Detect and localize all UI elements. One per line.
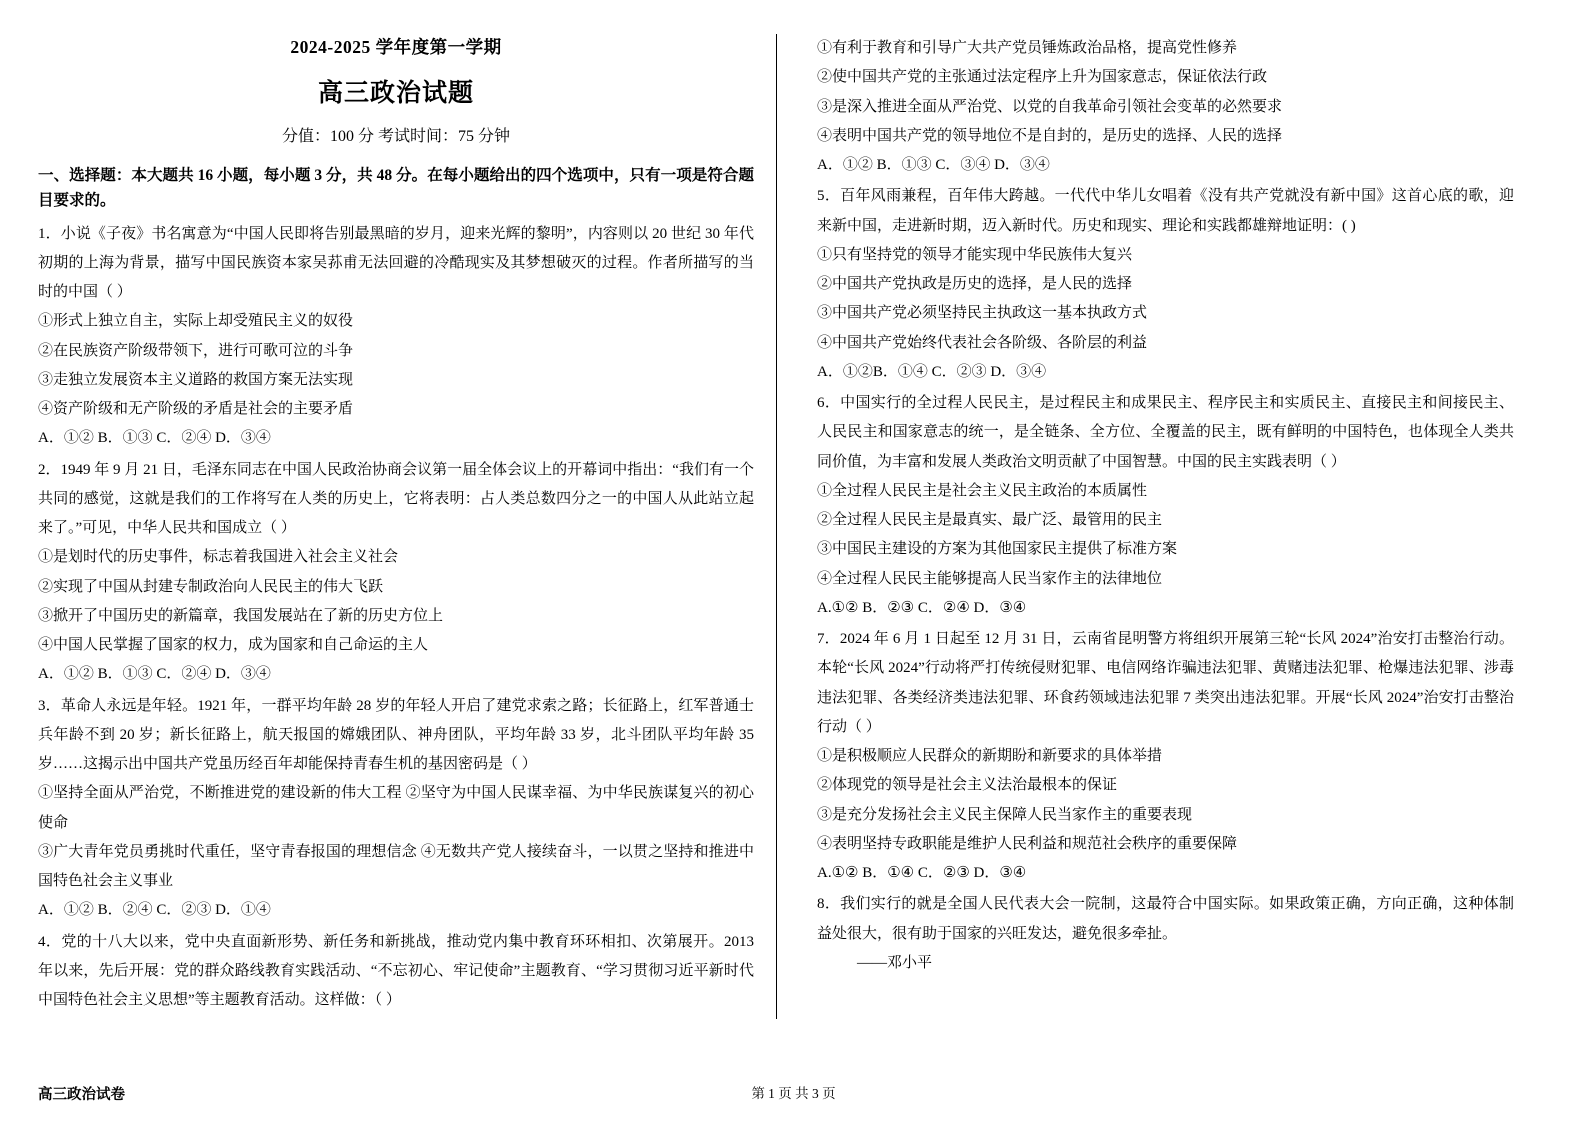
question-2-stem: 2．1949 年 9 月 21 日，毛泽东同志在中国人民政治协商会议第一届全体会议上的开幕词中指出：“我们有一个共同的感觉，这就是我们的工作将写在人类的历史上，它将表明：占人类总数四分之一的中国人从此站立起来了。”可见，中华人民共和国成立（ ）: [38, 461, 754, 537]
question-7-option-4: ④表明坚持专政职能是维护人民利益和规范社会秩序的重要保障: [817, 835, 1238, 852]
question-5-answers: A．①②B．①④ C．②③ D．③④: [817, 363, 1047, 380]
question-7-stem: 7．2024 年 6 月 1 日起至 12 月 31 日，云南省昆明警方将组织开展第三轮“长风 2024”治安打击整治行动。本轮“长风 2024”行动将严打传统侵财犯罪、电信网络诈骗违法犯罪、黄赌违法犯罪、枪爆违法犯罪、涉毒违法犯罪、各类经济类违法犯罪、环食药领域违法犯罪 7 类突出违法犯罪。开展“长风 2024”治安打击整治行动（ ）: [817, 631, 1514, 735]
question-5-option-1: ①只有坚持党的领导才能实现中华民族伟大复兴: [817, 246, 1133, 263]
section-heading: 一、选择题：本大题共 16 小题，每小题 3 分，共 48 分。在每小题给出的四个选项中，只有一项是符合题目要求的。: [38, 167, 754, 209]
question-1-option-4: ④资产阶级和无产阶级的矛盾是社会的主要矛盾: [38, 401, 354, 418]
question-1-stem: 1．小说《子夜》书名寓意为“中国人民即将告别最黑暗的岁月，迎来光辉的黎明”，内容则以 20 世纪 30 年代初期的上海为背景，描写中国民族资本家吴荪甫无法回避的冷酷现实及其梦想破灭的过程。作者所描写的当时的中国（ ）: [38, 225, 754, 301]
question-8-stem: 8．我们实行的就是全国人民代表大会一院制，这最符合中国实际。如果政策正确，方向正确，这种体制益处很大，很有助于国家的兴旺发达，避免很多牵扯。: [817, 896, 1514, 942]
question-2: [38, 456, 754, 690]
question-5-option-2: ②中国共产党执政是历史的选择，是人民的选择: [817, 276, 1133, 292]
question-5-option-3: ③中国共产党必须坚持民主执政这一基本执政方式: [817, 305, 1148, 322]
question-1-answers: A．①② B．①③ C．②④ D．③④: [38, 430, 271, 447]
question-4-option-3: ③是深入推进全面从严治党、以党的自我革命引领社会变革的必然要求: [817, 98, 1283, 115]
left-column: [38, 34, 776, 1019]
question-8-attribution: ——邓小平: [857, 954, 933, 971]
question-6-option-3: ③中国民主建设的方案为其他国家民主提供了标准方案: [817, 541, 1178, 558]
question-7-option-2: ②体现党的领导是社会主义法治最根本的保证: [817, 777, 1118, 794]
question-2-option-1: ①是划时代的历史事件，标志着我国进入社会主义社会: [38, 549, 399, 566]
document-header: [38, 34, 754, 146]
question-7: [817, 625, 1514, 888]
question-6-option-1: ①全过程人民民主是社会主义民主政治的本质属性: [817, 482, 1148, 499]
question-4-option-4: ④表明中国共产党的领导地位不是自封的，是历史的选择、人民的选择: [817, 127, 1283, 144]
question-7-option-3: ③是充分发扬社会主义民主保障人民当家作主的重要表现: [817, 806, 1193, 823]
footer-left-label: 高三政治试卷: [38, 1087, 125, 1103]
question-3: [38, 692, 754, 926]
question-2-option-2: ②实现了中国从封建专制政治向人民民主的伟大飞跃: [38, 578, 384, 595]
question-3-stem: 3．革命人永远是年轻。1921 年，一群平均年龄 28 岁的年轻人开启了建党求索之路；长征路上，红军普通士兵年龄不到 20 岁；新长征路上，航天报国的嫦娥团队、神舟团队，平均年龄 33 岁，北斗团队平均年龄 35 岁……这揭示出中国共产党虽历经百年却能保持青春生机的基因密码是（ ）: [38, 697, 754, 773]
question-1: [38, 220, 754, 454]
question-6: [817, 389, 1514, 623]
question-4: [38, 928, 754, 1016]
question-6-answers: A.①② B．②③ C．②④ D．③④: [817, 599, 1027, 616]
question-4-option-2: ②使中国共产党的主张通过法定程序上升为国家意志，保证依法行政: [817, 69, 1268, 86]
question-3-answers: A．①② B．②④ C．②③ D．①④: [38, 902, 271, 919]
right-column: [776, 34, 1514, 1019]
page-title: 高三政治试题: [317, 80, 474, 107]
question-1-option-1: ①形式上独立自主，实际上却受殖民主义的奴役: [38, 313, 354, 330]
question-3-option-line-2: ③广大青年党员勇挑时代重任，坚守青春报国的理想信念 ④无数共产党人接续奋斗，一以贯之坚持和推进中国特色社会主义事业: [38, 843, 754, 890]
question-1-option-2: ②在民族资产阶级带领下，进行可歌可泣的斗争: [38, 342, 354, 359]
question-4-continued: [817, 34, 1514, 180]
term-line: 2024-2025 学年度第一学期: [290, 37, 502, 57]
question-5: [817, 182, 1514, 387]
question-5-stem: 5．百年风雨兼程，百年伟大跨越。一代代中华儿女唱着《没有共产党就没有新中国》这首心底的歌，迎来新中国，走进新时期，迈入新时代。历史和现实、理论和实践都雄辩地证明：( ): [817, 188, 1514, 234]
two-column-body: [38, 34, 1549, 1019]
question-2-option-4: ④中国人民掌握了国家的权力，成为国家和自己命运的主人: [38, 637, 429, 654]
question-4-option-1: ①有利于教育和引导广大共产党员锤炼政治品格，提高党性修养: [817, 40, 1238, 56]
question-4-stem: 4．党的十八大以来，党中央直面新形势、新任务和新挑战，推动党内集中教育环环相扣、次第展开。2013 年以来，先后开展：党的群众路线教育实践活动、“不忘初心、牢记使命”主题教育、“学习贯彻习近平新时代中国特色社会主义思想”等主题教育活动。这样做：（ ）: [38, 933, 754, 1009]
question-7-option-1: ①是积极顺应人民群众的新期盼和新要求的具体举措: [817, 748, 1163, 764]
question-6-option-4: ④全过程人民民主能够提高人民当家作主的法律地位: [817, 570, 1163, 587]
score-time-line: 分值：100 分 考试时间：75 分钟: [281, 128, 510, 145]
question-5-option-4: ④中国共产党始终代表社会各阶级、各阶层的利益: [817, 334, 1148, 351]
question-6-option-2: ②全过程人民民主是最真实、最广泛、最管用的民主: [817, 512, 1163, 528]
question-2-answers: A．①② B．①③ C．②④ D．③④: [38, 666, 271, 683]
question-1-option-3: ③走独立发展资本主义道路的救国方案无法实现: [38, 371, 354, 388]
footer-page-number: 第 1 页 共 3 页: [751, 1086, 836, 1101]
question-6-stem: 6．中国实行的全过程人民民主，是过程民主和成果民主、程序民主和实质民主、直接民主和间接民主、人民民主和国家意志的统一，是全链条、全方位、全覆盖的民主，既有鲜明的中国特色，也体现全人类共同价值，为丰富和发展人类政治文明贡献了中国智慧。中国的民主实践表明（ ）: [817, 395, 1514, 470]
question-2-option-3: ③掀开了中国历史的新篇章，我国发展站在了新的历史方位上: [38, 607, 444, 624]
question-3-option-line-1: ①坚持全面从严治党，不断推进党的建设新的伟大工程 ②坚守为中国人民谋幸福、为中华民族谋复兴的初心使命: [38, 785, 754, 831]
question-7-answers: A.①② B．①④ C．②③ D．③④: [817, 865, 1027, 881]
question-4-answers: A．①② B．①③ C．③④ D．③④: [817, 157, 1050, 173]
question-8: [817, 890, 1514, 978]
